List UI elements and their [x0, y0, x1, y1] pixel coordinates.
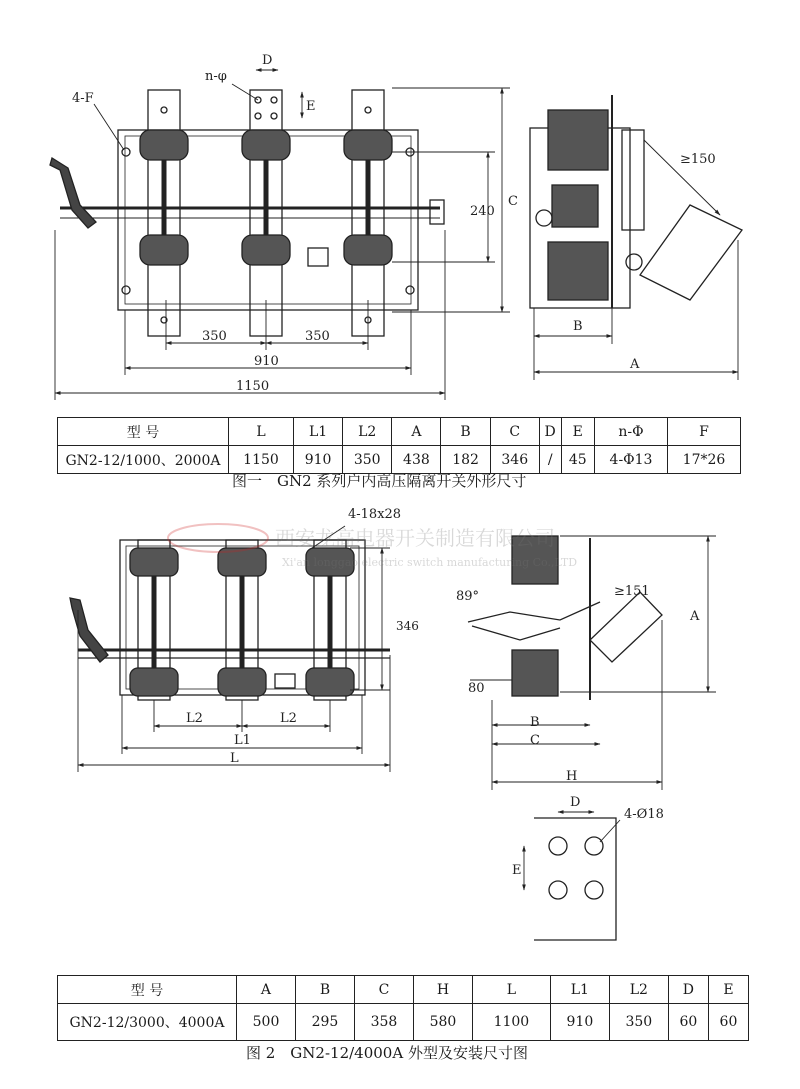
table-cell: 350 — [343, 446, 392, 474]
dim-910: 910 — [254, 354, 279, 369]
table-cell: 182 — [441, 446, 490, 474]
fig1-pole-1 — [140, 90, 188, 336]
table-header-cell: E — [561, 418, 594, 446]
dim-240: 240 — [470, 204, 495, 219]
dim-80: 80 — [468, 681, 485, 696]
watermark-company-cn: 西安龙高电器开关制造有限公司 — [275, 526, 555, 550]
fig2-pole-2 — [218, 540, 266, 700]
table-cell: 910 — [293, 446, 342, 474]
dim-A: A — [690, 609, 700, 624]
dim-H: H — [566, 769, 578, 784]
table-header-cell: B — [295, 976, 354, 1004]
table-cell: 1100 — [472, 1004, 550, 1041]
dim-350-a: 350 — [202, 329, 227, 344]
dim-150: ≥150 — [680, 152, 716, 167]
table-header-row — [58, 418, 741, 446]
table-cell: 910 — [550, 1004, 609, 1041]
fig1-pole-3 — [344, 90, 392, 336]
dim-D: D — [262, 53, 273, 68]
table-header-cell: A — [392, 418, 441, 446]
table-header-cell: n-Φ — [595, 418, 668, 446]
table-header-cell: 型 号 — [58, 418, 229, 446]
table-header-cell: 型 号 — [58, 976, 237, 1004]
table-cell: 295 — [295, 1004, 354, 1041]
fig2-spec-table — [57, 975, 749, 1041]
table-cell: 580 — [413, 1004, 472, 1041]
dim-L2-b: L2 — [280, 711, 297, 726]
table-header-cell: C — [354, 976, 413, 1004]
table-header-cell: D — [668, 976, 708, 1004]
dim-89deg: 89° — [456, 589, 480, 604]
table-cell: 438 — [392, 446, 441, 474]
table-header-cell: L2 — [609, 976, 668, 1004]
dim-350-b: 350 — [305, 329, 330, 344]
fig1-spec-table — [57, 417, 741, 474]
dim-C: C — [508, 194, 518, 209]
dim-D: D — [570, 795, 581, 810]
table-cell: 350 — [609, 1004, 668, 1041]
table-header-cell: E — [708, 976, 748, 1004]
table-cell: 60 — [708, 1004, 748, 1041]
table-header-cell: H — [413, 976, 472, 1004]
dim-L1: L1 — [234, 733, 251, 748]
dim-E: E — [306, 99, 316, 114]
table-header-cell: L1 — [550, 976, 609, 1004]
watermark-company-en: Xi'an longgao electric switch manufacturing Co.,LTD — [282, 556, 578, 569]
table-cell: 358 — [354, 1004, 413, 1041]
dim-L: L — [230, 751, 239, 766]
table-cell: 17*26 — [668, 446, 741, 474]
table-row — [58, 1004, 749, 1041]
table-header-cell: L1 — [293, 418, 342, 446]
table-header-cell: B — [441, 418, 490, 446]
table-cell: GN2-12/3000、4000A — [58, 1004, 237, 1041]
table-cell: GN2-12/1000、2000A — [58, 446, 229, 474]
table-header-cell: C — [490, 418, 539, 446]
table-cell: 346 — [490, 446, 539, 474]
table-header-row — [58, 976, 749, 1004]
fig2-pole-1 — [130, 540, 178, 700]
dim-L2-a: L2 — [186, 711, 203, 726]
table-cell: / — [539, 446, 561, 474]
dim-A: A — [630, 357, 640, 372]
table-header-cell: L — [472, 976, 550, 1004]
fig2-terminal-detail — [524, 812, 620, 940]
table-header-cell: D — [539, 418, 561, 446]
dim-4F: 4-F — [72, 91, 94, 106]
table-cell: 45 — [561, 446, 594, 474]
table-cell: 500 — [237, 1004, 296, 1041]
dim-4-18x28: 4-18x28 — [348, 507, 402, 522]
table-header-cell: L2 — [343, 418, 392, 446]
dim-1150: 1150 — [236, 379, 270, 394]
table-cell: 4-Φ13 — [595, 446, 668, 474]
dim-n-phi: n-φ — [205, 69, 227, 84]
dim-151: ≥151 — [614, 584, 650, 599]
fig1-pole-2 — [242, 90, 290, 336]
table-header-cell: L — [229, 418, 294, 446]
table-header-cell: F — [668, 418, 741, 446]
fig2-caption: 图 2 GN2-12/4000A 外型及安装尺寸图 — [246, 1044, 528, 1062]
dim-B: B — [573, 319, 583, 334]
dim-C: C — [530, 733, 540, 748]
dim-E: E — [512, 863, 522, 878]
dim-346: 346 — [396, 619, 419, 633]
fig1-side-view — [530, 95, 742, 380]
table-cell: 1150 — [229, 446, 294, 474]
fig1-caption: 图一 GN2 系列户内高压隔离开关外形尺寸 — [232, 472, 527, 490]
table-header-cell: A — [237, 976, 296, 1004]
table-cell: 60 — [668, 1004, 708, 1041]
fig2-side-view — [468, 536, 716, 790]
dim-B: B — [530, 715, 540, 730]
dim-4-d18: 4-Ø18 — [624, 807, 664, 822]
